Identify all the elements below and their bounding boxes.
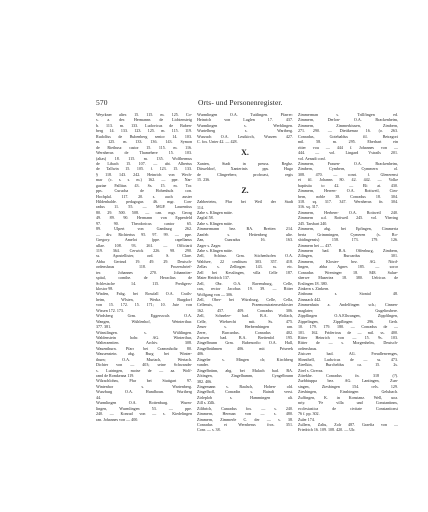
index-line: Conradus, Gotebaldus fil. Betragori <box>298 133 398 139</box>
index-line: Wilzachlohm, Pfar bei Stuttgart 97. <box>96 378 192 384</box>
page-number: 570 <box>96 98 108 107</box>
index-line: Cellensis, Praemonstratenserkloster <box>197 302 293 308</box>
index-line: Zippelingen, Zippflingen 296. Gerh. <box>298 318 398 324</box>
index-line: Zippflingen O.A.Ellwangen, Zippfilngen, <box>298 313 398 319</box>
index-line: Zerer, Burcardus. Conradus 402. <box>197 329 293 335</box>
index-line: mar (c. s. s. m.) 162. — ppe. Nar- <box>96 177 192 183</box>
index-line: Zimmern bad. B.A. Offenburg, Zimbern, <box>298 247 398 253</box>
index-line: Zinkern s. Zinkern. <box>298 286 330 291</box>
index-line: Zimbern, Cymbern, Cymmern ol. <box>298 166 398 172</box>
index-line: s. a. der. Hermanns de Lichtensteig <box>96 117 192 123</box>
index-line: Ritter de — s. Morgenhelm, Deutsch- <box>298 340 398 346</box>
index-line: Slinnthell, Ludwicus de — ss. 473. <box>298 356 398 362</box>
index-line: nriy. 'Fe villa und Constantinns, <box>298 400 398 406</box>
index-line: thurn; O.A. Murtach, Wertach. <box>96 356 192 362</box>
index-line: Zell, Schönz. Grm. Stichenhofen O.A. <box>197 253 293 259</box>
index-line: Zilibrich, Cunradus fox. — s. 240. <box>197 405 293 411</box>
index-line: Hildenhalde. pedagogus 46. mgr. Con- <box>96 199 192 204</box>
index-line: Zell, Ober- bei Würzburg, Celle, Cella, <box>197 296 293 302</box>
index-line: can, rector Jacobus 19. 39. — Ritter <box>197 286 293 292</box>
index-line: lingen, abba Agnes 185. — soror <box>298 264 398 270</box>
index-line: gaziae Pallitus 43. Ss. 15. m. Tor. <box>96 182 192 188</box>
index-line: 444. — vol. Lingard Vstrails 201. <box>298 150 398 156</box>
index-line: Abba Gertrud 19. 49. 29. Deutsch- <box>96 258 192 264</box>
index-line: Zötingen, Zingelhumm, Cyngelbrunn <box>197 373 293 379</box>
index-line: lingen, Wurmlingen 53. — ppe. <box>96 405 192 411</box>
index-line: 382. 406. <box>197 378 213 384</box>
index-line: ordenshaus. <box>298 345 318 351</box>
index-line: Zimmern, Derlon- O.A. Brackenheim, <box>298 117 398 123</box>
index-line: 240. — Konrad von — s. Kiedelingen <box>96 411 192 417</box>
index-line: 406. <box>197 351 205 357</box>
index-line: b. 113. m. 133. Ludovicus de Buben- <box>96 122 192 128</box>
index-line: Zabe s. Klingen müte. <box>197 209 233 215</box>
index-line: 49. 89. 90. Hermann von Eppenfeld <box>96 215 192 221</box>
index-line: Düsseldorf, Xanterinis pps. Hugo <box>197 166 293 172</box>
index-line: Zell, Schnelee- bad. B.A. Wolfach, <box>197 313 293 319</box>
index-line: Wintenhor s. Wartenberg. <box>96 383 192 389</box>
index-line: Wiinstlingen. s. Wältlingen. <box>96 329 192 335</box>
index-line: Ritter Heinrich von — 15. 9s. 103. <box>298 334 398 340</box>
index-line: Schlesische 14. 115. Predigers- <box>96 280 192 286</box>
index-line: 89. Ulpert von Gamburg 262. <box>96 226 192 232</box>
index-line: § 118. 143. 242. Heinrich von Wech- <box>96 171 192 177</box>
index-line: ordenshaus 118. Prozessbrief- <box>96 264 192 270</box>
index-line: Zell bei Kesslingen, villa Celle 187. <box>197 269 293 275</box>
index-line: Zingelbrünn, abg. bei Mulach bad. BA. <box>197 367 293 373</box>
index-line: Wauenthurn. Pfarr bei Crammholtz 80. <box>96 345 192 351</box>
index-column-3 <box>298 112 398 433</box>
index-line: pps. Curucha de Hohenhuls con. <box>96 188 192 194</box>
index-line: 162. 457. 409. Conradus 306. <box>197 307 293 313</box>
index-line: Conradus Wreninger 18. 848. Salue- <box>298 269 398 275</box>
index-line: Ziirekhe. Conradus fn. 318 (?). <box>298 373 398 378</box>
index-line: Zanfeh s. Hettenberg ulte. <box>197 231 293 237</box>
index-line: Zimmern a.d. Rottweil 245. vol. Ybering <box>298 215 398 221</box>
index-line: ran. Johannes von — 400. <box>96 416 139 422</box>
index-line: Wurmlingen O.A. Rottenburg. Wurm- <box>96 400 192 406</box>
index-line: 119. 364. Cerwick 226. 98. 290. <box>96 247 192 253</box>
index-line: sbidingensis) 158. 173. 179. 126. <box>298 237 398 243</box>
index-line: Walteraentien. Archiv. 308. <box>96 340 192 346</box>
index-line: Zellas s. Zellingen 143. ss. etc. <box>197 264 293 270</box>
index-line: Waldenstein hohr. AG. Winterthur, <box>96 334 192 340</box>
index-line: Zabberteim, Pfar bei Weil der Stadt <box>197 199 293 205</box>
index-line: Zilingen, Burcardus 301. <box>298 253 398 259</box>
index-line: et fil. Johanns 80. 42. 442. — Volke <box>298 177 398 183</box>
index-line: vander. <box>197 362 209 368</box>
index-line: Zullern, Zaltu, Zolr 487. Graefia von — <box>298 421 398 427</box>
index-line: rand de Romkeana 119. <box>96 373 135 378</box>
index-line: singen, Ziesbingen 154. cels. 129. <box>298 383 398 389</box>
index-line: bern, noble 38. Conradus 18. 304. <box>298 193 398 199</box>
index-line: maglater; Gugelinsbere. <box>298 307 398 313</box>
index-line: Waldsee, 22 cenlitum 303. 357. 418. <box>197 258 293 264</box>
index-line: Zuler 174. <box>298 416 315 422</box>
index-line: Wernherus de Thamehere 15. 103. <box>96 150 192 156</box>
index-line: mil. 58. m. 295. Eberhart ein <box>298 139 398 145</box>
index-line: radus 11. 55. — MGP. Laurentius <box>96 204 192 210</box>
index-line: 80. 29. 500. 508. — can. mgr. Georg <box>96 209 192 215</box>
index-line: Wurtelberg s. Wartberg. <box>197 128 293 134</box>
index-line: Zurbbtuppa bez. AG. Lantingen, Zun- <box>298 378 398 384</box>
index-line: C. fox. Unter 42. — 428. <box>197 139 238 145</box>
index-line: Wirdsberg Grm. Eggerswals O.A. <box>96 313 192 319</box>
index-line: vol. Aenadi conf. <box>298 155 326 161</box>
index-line: Gregory. Amelot (ppe. capellanus <box>96 237 192 243</box>
section-letter: X. <box>241 147 249 157</box>
index-line: — div. Richterius 95. 97. 99. — ppe. <box>96 231 192 237</box>
index-line: ter. Johannes 270. Johanniter- <box>96 269 192 275</box>
index-line: Zieelkin, Burcheldus ca. 15. 2s. <box>298 362 398 368</box>
index-line: Zimmern, Frauen- O.A. Brackenheim, <box>298 160 398 166</box>
running-header: Orts- und Personenregister. <box>198 98 283 107</box>
index-line: Wausenstein. abg. Burg bei Winter- <box>96 351 192 357</box>
index-line: Zinnzach 442. <box>298 296 322 302</box>
index-line: Zimmerman s. Trillfingen ed. <box>298 112 398 117</box>
index-line: Friedrich 16. 109. 108. 420. — Ulr. <box>298 427 356 433</box>
index-line: Heinrich von Luglen 17. 437. <box>197 117 293 123</box>
index-line: 318. sq. 317. 347. Wernherus fn. 304. <box>298 199 398 204</box>
index-line: Wurmlingen O.A. Tuttlingen. Pfarrer: <box>197 112 293 117</box>
index-line: Zingelbrunn Grm. Bubenorfio O.A. Hall, <box>197 340 293 346</box>
index-line: de Tallwin 15. 105. f. 123. 15. 133. <box>96 166 192 172</box>
index-line: 245. Tarsbart 240. <box>298 220 328 226</box>
index-line: Zimmermann bez. BA. Breiten 214. <box>197 226 293 232</box>
index-line: Erslingen 18. 380. <box>298 280 328 286</box>
index-line: Zuffingen, K. in Konstanz. Well, uoa. <box>298 394 398 400</box>
index-line: heim, Wlsten, Werkz. Burgdorf <box>96 296 192 302</box>
index-line: Zager s. Zager. <box>197 242 222 248</box>
index-line: Zimmern bei — 437. <box>298 242 333 248</box>
index-line: Rudolfus de Bubenberg senior 14. 103. <box>96 133 192 139</box>
index-line: Zabe s. Klingen müte. <box>197 248 233 253</box>
index-line: ullae. 108. 93. 261. — Officiarii <box>96 242 192 248</box>
index-line: Ziesbingen, Einsbingen Gelubach. <box>298 389 398 395</box>
index-line: Zimmern, Zimmerkiusen, Zimbern, <box>298 122 398 128</box>
index-line: Zimmern, Herman von — s. 480. <box>197 411 293 417</box>
index-line: von 15. 172. 15. 171; 10. Jute von <box>96 302 192 308</box>
index-line: ecclesiastica de civitate Constanticnsi <box>298 405 398 411</box>
index-line: Zirel s. Cireraz. <box>298 367 324 373</box>
index-line: 377. 381. <box>96 324 112 330</box>
index-line: Zill s. Zilli. <box>197 400 216 406</box>
index-column-2 <box>197 112 293 433</box>
index-line: Zahe s. Klingen müte. <box>197 220 233 226</box>
index-line: Celle, Wiebrecht mit. Ss. 475. <box>197 318 293 324</box>
index-line: Zingelbrühmen 406. mit Priserek <box>197 345 293 351</box>
index-line: 271. 290. — Dietikemar 16. (o. 263. <box>298 128 398 134</box>
section-letter: Z. <box>241 185 249 195</box>
index-line: 101. 162. Fridericus de — mil. ss. 400. <box>298 329 398 335</box>
index-line: Wurzburg O.A. Hundhoun. Wurtherg <box>96 389 192 395</box>
index-line: berg 14. 133. 123. 125. m. 115. 119. <box>96 128 192 134</box>
index-line: Conradus et Wernherus fros. 351. <box>197 422 293 427</box>
index-line: de Libach 15. 107. — abt. Albertus <box>96 160 192 166</box>
index-line: 308. 470. — conrt. f. Glenerensi <box>298 171 398 177</box>
index-line: Hochplal. 117. 20. s. auch auster <box>96 193 192 199</box>
index-line: 10. 179. 179. 180. — Conradus de — <box>298 324 398 330</box>
index-line: Zisiczer bad. AG. Freudlenvenges, <box>298 351 398 357</box>
index-line: Zimmern, Herbern- O.A. Rottweil 240. <box>298 209 398 215</box>
index-line: baptistia to 42. — Eli ai. 430. <box>298 182 398 188</box>
index-line: Zirleplob s. Hammingen alt. <box>197 394 293 400</box>
index-line: Zimmenhain a. Andelfingen sch.; Cinnen- <box>298 302 398 308</box>
index-line: klostor 98. <box>96 286 114 291</box>
index-line: Zimmern, Herren- O.A. Rottweil, Cim- <box>298 188 398 194</box>
index-line: 114. <box>197 204 204 210</box>
index-line: Zingemann s. Baalsch, Hohen- old. <box>197 383 293 389</box>
index-line: 44. <box>96 394 102 400</box>
index-line: Wisden, Fabg. bei Rossfall O.A. Crails- <box>96 291 192 297</box>
index-line: 76 f. pp. 302. <box>298 411 320 417</box>
index-line: berta Grimmingen, Cymeren (s. Ro- <box>298 231 398 237</box>
index-line: 316. sq. 317. <box>298 204 319 210</box>
index-line: sberwe Mazeriea 18. 380. Uelricus de <box>298 275 398 281</box>
index-column-1 <box>96 112 192 422</box>
index-line: (alias) 18. 115. m. 135. Wolfhermus <box>96 155 192 161</box>
index-line: Zwisen bad. B.A. Breitenfol 195. <box>197 335 293 340</box>
index-line: Zagfal 58. <box>197 215 214 221</box>
index-line: Zimmern, Zimmerle C. der — s. 38. <box>197 416 293 422</box>
index-line: Maier Heidrich 137. <box>197 275 230 281</box>
index-line: Zingeler s. Mingen ch; Kirchberg <box>197 356 293 362</box>
index-line: Zan, Cunradus 16. 163. <box>197 237 293 243</box>
index-line: 97. 90. Theodoricus cantor 65. <box>96 220 192 226</box>
index-line: Conr. — s. 38. <box>197 427 221 433</box>
index-line: Xanten, Stadt in preuss. Regbz. <box>197 160 293 166</box>
index-line: de Clingeeberr, profroast, regis <box>197 171 293 177</box>
index-line: de Riethusz castor 15. 115. m. 116. <box>96 144 192 150</box>
index-line: Zingelhofl, Conradin s. Baindt versi. <box>197 389 293 395</box>
index-line: ss. Apostellister, ord. S. Clare. <box>96 253 192 259</box>
index-line: s. Lutringen, moise de — aa. Wolf- <box>96 367 192 373</box>
index-line: Wangen, Wühlenhof, Weinterthur. <box>96 318 192 324</box>
index-line: Weyrkner alter. 15. 115. m. 125. Co- <box>96 112 192 117</box>
index-line: Zinbranz s. Sionial 48. <box>298 291 398 297</box>
index-line: Wolfgang von — 306. <box>197 291 234 297</box>
index-line: Zell, Obr. O.A. Ravensburg, Celle, <box>197 280 293 286</box>
index-line: Wurzach O.A. Leutkirch, Wurzen 427. <box>197 133 293 139</box>
index-line: Zimmern, Kloster- bez. AG. Nörd- <box>298 258 398 264</box>
index-line: 15. 236. <box>197 177 211 183</box>
index-line: Zeuer s. Herbernhingen ran. <box>197 324 293 330</box>
index-line: Zimmern, abg. bei Epfingen, Cimmeria <box>298 226 398 232</box>
index-line: spital, comthe. de Heraclius de <box>96 275 192 281</box>
index-line: Dichter von — 403; seine Schwandn- <box>96 362 192 368</box>
index-line: ritter vou — 444 f. Johannes von — <box>298 144 398 150</box>
index-line: Wurmlingen s. Werblingen. <box>197 122 293 128</box>
index-line: Wissen 172. 173. <box>96 307 124 313</box>
index-line: m. 125. m. 133. 136. 143. Symon <box>96 139 192 145</box>
